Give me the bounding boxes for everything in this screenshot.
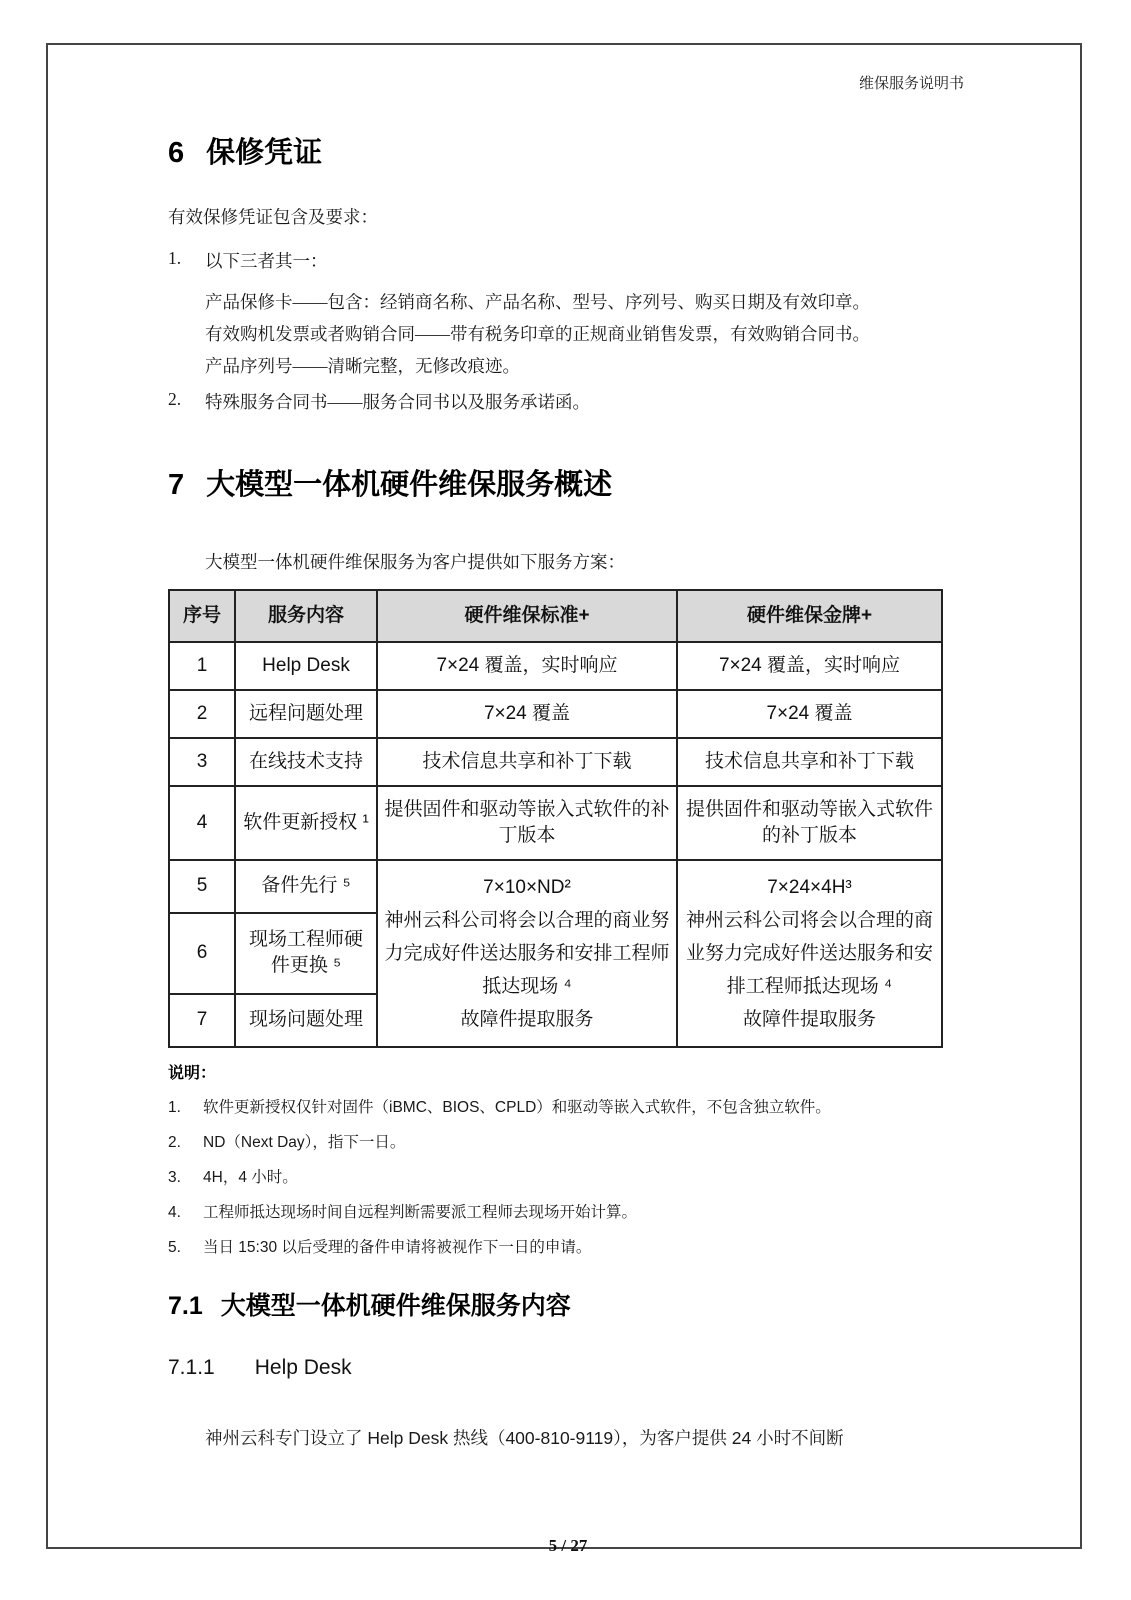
table-row	[169, 738, 942, 786]
doc-header-title: 维保服务说明书	[858, 76, 964, 92]
section-7-1-number: 7.1	[168, 1291, 203, 1320]
cell-gold-merged	[677, 860, 942, 1047]
cell-no: 5	[169, 860, 235, 913]
note-3-number: 3.	[168, 1168, 181, 1186]
section-6-heading	[168, 138, 968, 170]
header-cell-standard: 硬件维保标准+	[377, 590, 677, 642]
merged-standard-line-1: 7×10×ND²	[483, 876, 571, 898]
header-cell-gold: 硬件维保金牌+	[677, 590, 942, 642]
sub-line-2: 有效购机发票或者购销合同——带有税务印章的正规商业销售发票，有效购销合同书。	[205, 323, 870, 344]
cell-service: 远程问题处理	[235, 690, 377, 738]
section-7-1-title: 大模型一体机硬件维保服务内容	[220, 1291, 571, 1320]
note-4-number: 4.	[168, 1203, 181, 1221]
cell-service: 软件更新授权 ¹	[235, 786, 377, 860]
section-7-1-heading	[168, 1286, 968, 1322]
section-6-number: 6	[168, 137, 185, 169]
note-1-text: 软件更新授权仅针对固件（iBMC、BIOS、CPLD）和驱动等嵌入式软件，不包含独立软件。	[203, 1098, 831, 1116]
page-content	[168, 43, 968, 1556]
section-7-title: 大模型一体机硬件维保服务概述	[206, 468, 613, 501]
cell-service: 备件先行 ⁵	[235, 860, 377, 913]
list-item-2-number: 2.	[168, 388, 182, 409]
cell-no: 4	[169, 786, 235, 860]
notes-title: 说明：	[168, 1064, 217, 1082]
sub-line-1: 产品保修卡——包含：经销商名称、产品名称、型号、序列号、购买日期及有效印章。	[205, 291, 870, 312]
list-item-1-number: 1.	[168, 247, 182, 268]
list-item-2	[168, 389, 968, 414]
note-5-text: 当日 15:30 以后受理的备件申请将被视作下一日的申请。	[203, 1238, 592, 1256]
section-7-1-1-body: 神州云科专门设立了 Help Desk 热线（400-810-9119），为客户提供 24 小时不间断	[205, 1427, 844, 1448]
header-cell-service: 服务内容	[235, 590, 377, 642]
note-3-text: 4H，4 小时。	[203, 1168, 298, 1186]
merged-standard-line-3: 故障件提取服务	[460, 1008, 594, 1030]
merged-gold-line-1: 7×24×4H³	[767, 876, 852, 898]
note-item	[168, 1098, 968, 1118]
note-2-number: 2.	[168, 1133, 181, 1151]
note-item	[168, 1238, 968, 1258]
list-item-1-text: 以下三者其一：	[205, 250, 328, 271]
cell-no: 3	[169, 738, 235, 786]
cell-service: 现场工程师硬件更换 ⁵	[235, 913, 377, 994]
service-plan-table	[168, 589, 943, 1048]
cell-standard: 技术信息共享和补丁下载	[377, 738, 677, 786]
merged-standard-line-2: 神州云科公司将会以合理的商业努力完成好件送达服务和安排工程师抵达现场 ⁴	[384, 909, 670, 997]
header-cell-no: 序号	[169, 590, 235, 642]
section-7-heading	[168, 470, 968, 502]
cell-service: Help Desk	[235, 642, 377, 690]
note-item	[168, 1203, 968, 1223]
note-1-number: 1.	[168, 1098, 181, 1116]
note-item	[168, 1168, 968, 1188]
table-row	[169, 642, 942, 690]
note-4-text: 工程师抵达现场时间自远程判断需要派工程师去现场开始计算。	[203, 1203, 638, 1221]
note-5-number: 5.	[168, 1238, 181, 1256]
page-footer: 5 / 27	[548, 1535, 588, 1555]
section-6-title: 保修凭证	[206, 137, 323, 169]
note-2-text: ND（Next Day），指下一日。	[203, 1133, 406, 1151]
cell-gold: 7×24 覆盖	[677, 690, 942, 738]
list-item-1-sub-paragraph	[205, 286, 968, 382]
list-item-1	[168, 248, 968, 273]
merged-gold-line-2: 神州云科公司将会以合理的商业努力完成好件送达服务和安排工程师抵达现场 ⁴	[685, 909, 933, 997]
cell-service: 现场问题处理	[235, 994, 377, 1047]
cell-standard: 7×24 覆盖，实时响应	[377, 642, 677, 690]
table-row	[169, 690, 942, 738]
cell-standard-merged	[377, 860, 677, 1047]
list-item-2-text: 特殊服务合同书——服务合同书以及服务承诺函。	[205, 391, 590, 412]
section-7-number: 7	[168, 468, 185, 501]
table-header-row	[169, 590, 942, 642]
sub-line-3: 产品序列号——清晰完整，无修改痕迹。	[205, 355, 520, 376]
cell-no: 2	[169, 690, 235, 738]
section-6-intro: 有效保修凭证包含及要求：	[168, 206, 378, 227]
section-7-intro: 大模型一体机硬件维保服务为客户提供如下服务方案：	[205, 551, 625, 572]
cell-gold: 7×24 覆盖，实时响应	[677, 642, 942, 690]
section-7-1-1-heading	[168, 1356, 968, 1380]
section-7-1-1-title: Help Desk	[254, 1355, 352, 1379]
cell-no: 1	[169, 642, 235, 690]
note-item	[168, 1133, 968, 1153]
merged-gold-line-3: 故障件提取服务	[742, 1008, 876, 1030]
table-row	[169, 860, 942, 913]
table-row	[169, 786, 942, 860]
section-7-1-1-number: 7.1.1	[168, 1355, 215, 1379]
cell-standard: 提供固件和驱动等嵌入式软件的补丁版本	[377, 786, 677, 860]
cell-service: 在线技术支持	[235, 738, 377, 786]
cell-gold: 技术信息共享和补丁下载	[677, 738, 942, 786]
cell-gold: 提供固件和驱动等嵌入式软件的补丁版本	[677, 786, 942, 860]
cell-standard: 7×24 覆盖	[377, 690, 677, 738]
cell-no: 7	[169, 994, 235, 1047]
cell-no: 6	[169, 913, 235, 994]
